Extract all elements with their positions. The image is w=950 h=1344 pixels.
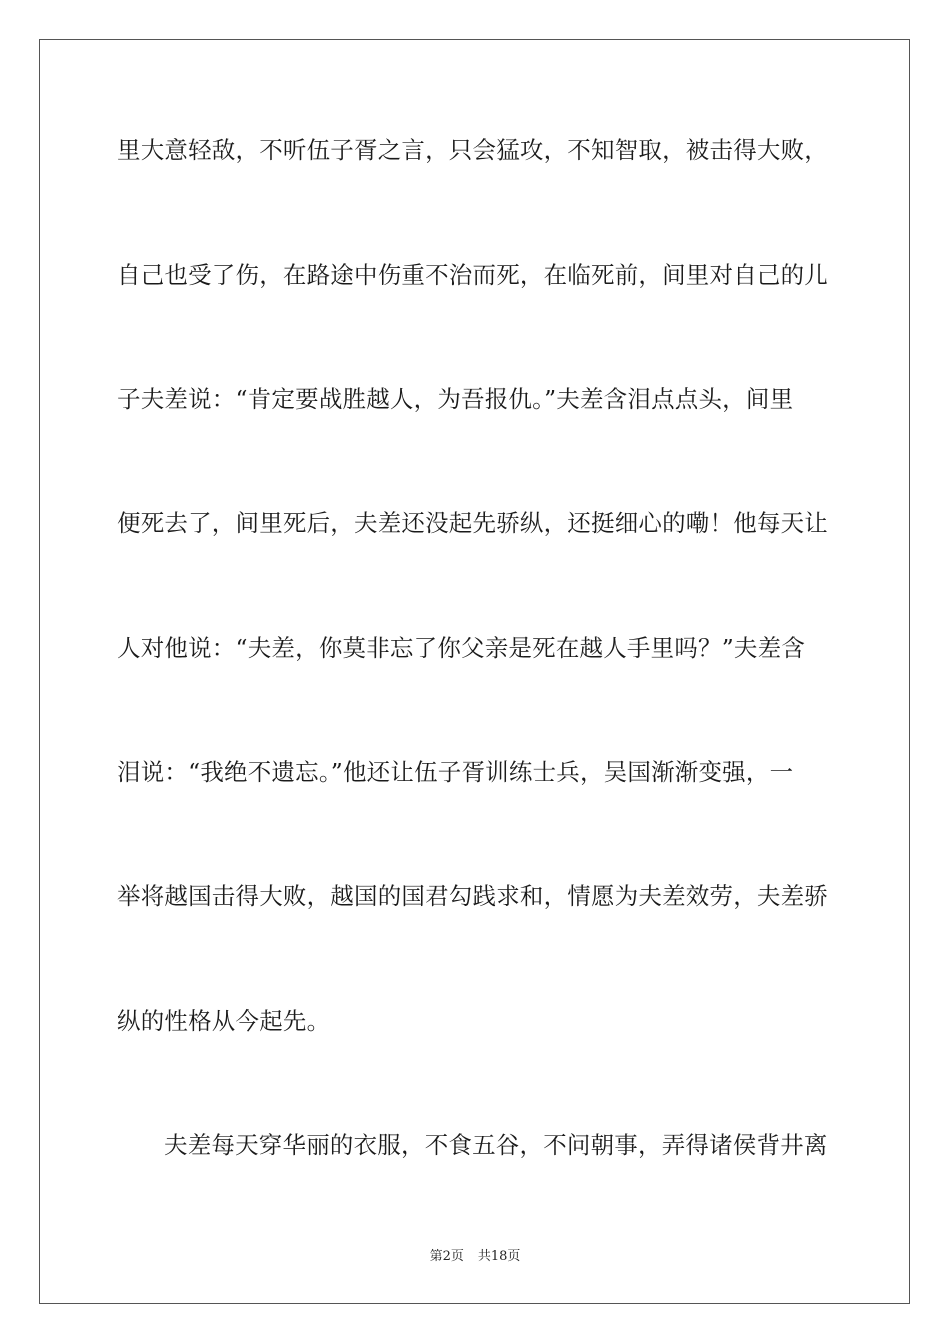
body-text-line: 自己也受了伤，在路途中伤重不治而死，在临死前，间里对自己的儿 [117,261,828,289]
body-text-line: 人对他说：“夫差，你莫非忘了你父亲是死在越人手里吗？”夫差含 [117,634,806,662]
body-text-line: 纵的性格从今起先。 [117,1007,331,1035]
total-pages: 共18页 [477,1249,521,1264]
body-text-line: 泪说：“我绝不遗忘。”他还让伍子胥训练士兵，吴国渐渐变强，一 [117,758,794,786]
page-number: 第2页 [429,1249,464,1264]
body-text-line: 里大意轻敌，不听伍子胥之言，只会猛攻，不知智取，被击得大败， [117,136,828,164]
page-footer [0,1248,950,1266]
body-text-line: 举将越国击得大败，越国的国君勾践求和，情愿为夫差效劳，夫差骄 [117,882,828,910]
body-text-line: 子夫差说：“肯定要战胜越人，为吾报仇。”夫差含泪点点头，间里 [117,385,794,413]
body-text-line: 便死去了，间里死后，夫差还没起先骄纵，还挺细心的嘞！他每天让 [117,509,828,537]
page-border [39,39,910,1304]
paragraph-start-line: 夫差每天穿华丽的衣服，不食五谷，不问朝事，弄得诸侯背井离 [164,1131,828,1159]
